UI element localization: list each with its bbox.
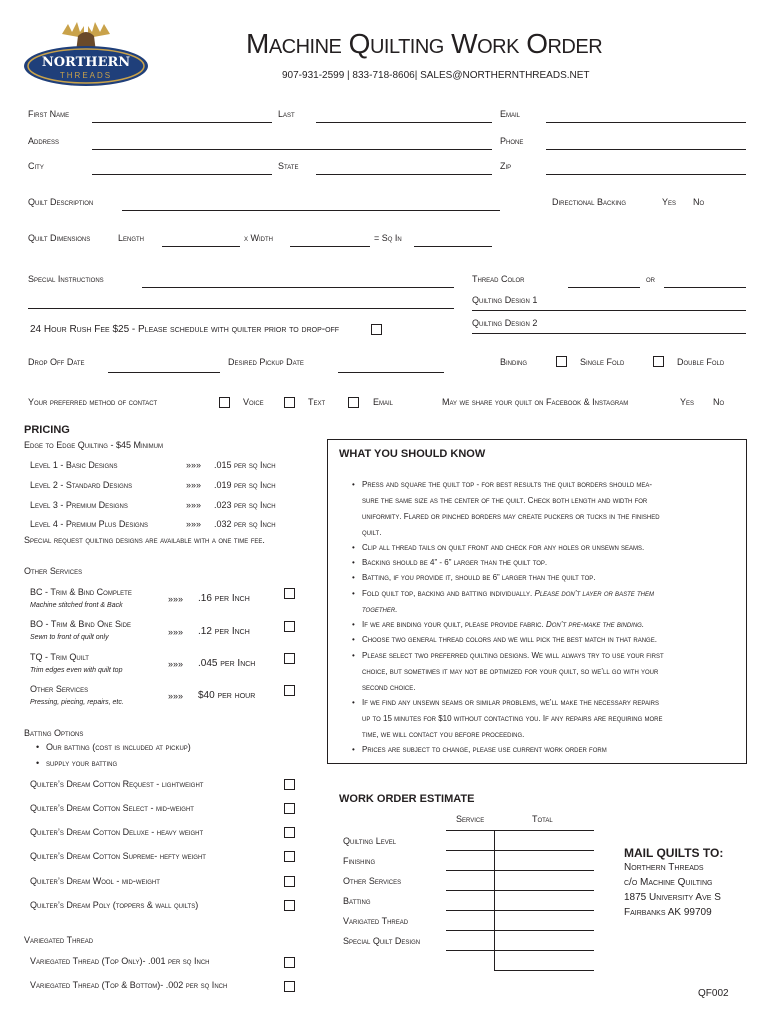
- know-b5: [362, 589, 654, 598]
- voice-label: Voice: [243, 397, 264, 407]
- level-4-label: Level 4 - Premium Plus Designs: [30, 519, 149, 529]
- service-tq-label: TQ - Trim Quilt: [30, 652, 89, 662]
- service-tq-arrows: »»»: [168, 659, 184, 669]
- know-b6b: Don’t pre-make the binding.: [545, 620, 645, 629]
- batting-item-5-checkbox[interactable]: [284, 876, 295, 887]
- estimate-row-5: Varigated Thread: [343, 916, 409, 926]
- first-name-field[interactable]: [92, 122, 272, 123]
- special-instructions-field-2[interactable]: [28, 308, 454, 309]
- know-b9a: • If we find any unsewn seams or similar problems, we’ll make the necessary repairs: [362, 698, 659, 707]
- zip-field[interactable]: [546, 174, 746, 175]
- city-field[interactable]: [92, 174, 272, 175]
- special-request-note: Special request quilting designs are available with a one time fee.: [24, 535, 265, 545]
- batting-item-1-checkbox[interactable]: [284, 779, 295, 790]
- batting-item-3-checkbox[interactable]: [284, 827, 295, 838]
- know-b2: • Clip all thread tails on quilt front and check for any holes or unsewn seams.: [362, 543, 644, 552]
- batting-item-6: Quilter’s Dream Poly (toppers & wall quilts): [30, 900, 199, 910]
- zip-label: Zip: [500, 161, 512, 171]
- single-fold-checkbox[interactable]: [556, 356, 567, 367]
- service-other-checkbox[interactable]: [284, 685, 295, 696]
- mail-line-1: Northern Threads: [624, 862, 704, 873]
- service-bc-price: .16 per Inch: [198, 593, 250, 604]
- know-b5b: Please don’t layer or baste them: [534, 589, 654, 598]
- pricing-heading: PRICING: [24, 424, 70, 436]
- email-label: Email: [500, 109, 521, 119]
- estimate-header-line: [446, 830, 594, 831]
- thread-color-label: Thread Color: [472, 274, 525, 284]
- share-label: May we share your quilt on Facebook & Instagram: [442, 397, 629, 407]
- know-b1b: sure the same size as the center of the quilt. Check both length and width for: [362, 496, 648, 505]
- contact-method-label: Your preferred method of contact: [28, 397, 158, 407]
- logo-text-top: NORTHERN: [41, 55, 131, 70]
- double-fold-label: Double Fold: [677, 357, 725, 367]
- service-tq-sub: Trim edges even with quilt top: [30, 667, 123, 674]
- service-bc-label: BC - Trim & Bind Complete: [30, 587, 132, 597]
- pickup-field[interactable]: [338, 372, 444, 373]
- estimate-row-4: Batting: [343, 896, 371, 906]
- know-b6a: If we are binding your quilt, please provide fabric.: [362, 620, 546, 629]
- service-tq-checkbox[interactable]: [284, 653, 295, 664]
- level-3-arrows: »»»: [186, 500, 202, 510]
- quilting-design-1-field[interactable]: [472, 310, 746, 311]
- batting-item-4: Quilter’s Dream Cotton Supreme- hefty weight: [30, 851, 206, 861]
- level-2-label: Level 2 - Standard Designs: [30, 480, 133, 490]
- directional-no[interactable]: No: [693, 197, 705, 207]
- know-heading: WHAT YOU SHOULD KNOW: [339, 448, 486, 460]
- directional-backing-label: Directional Backing: [552, 197, 627, 207]
- thread-color-or: or: [646, 274, 655, 284]
- estimate-row-2: Finishing: [343, 856, 376, 866]
- estimate-row-6-line: [446, 950, 594, 951]
- last-name-field[interactable]: [316, 122, 492, 123]
- other-services-heading: Other Services: [24, 566, 83, 576]
- batting-bullet-1: • Our batting (cost is included at pickup): [46, 742, 191, 752]
- level-3-label: Level 3 - Premium Designs: [30, 500, 128, 510]
- voice-checkbox[interactable]: [219, 397, 230, 408]
- level-2-arrows: »»»: [186, 480, 202, 490]
- variegated-item-1: Variegated Thread (Top Only)- .001 per sq Inch: [30, 956, 210, 966]
- level-3-price: .023 per sq Inch: [214, 500, 276, 510]
- estimate-service-header: Service: [456, 814, 485, 824]
- last-name-label: Last: [278, 109, 295, 119]
- service-other-price: $40 per hour: [198, 690, 256, 701]
- service-bc-sub: Machine stitched front & Back: [30, 602, 123, 609]
- service-other-label: Other Services: [30, 684, 89, 694]
- state-field[interactable]: [316, 174, 492, 175]
- know-b5c: together.: [362, 605, 398, 614]
- estimate-row-1: Quilting Level: [343, 836, 397, 846]
- form-code: QF002: [698, 988, 729, 999]
- level-1-arrows: »»»: [186, 460, 202, 470]
- know-b8b: choice, but sometimes it may not be optimized for your quilt, so we’ll go with your: [362, 667, 659, 676]
- address-label: Address: [28, 136, 60, 146]
- batting-item-1: Quilter’s Dream Cotton Request - lightweight: [30, 779, 204, 789]
- know-b7: • Choose two general thread colors and we will pick the best match in that range.: [362, 635, 657, 644]
- estimate-row-6: Special Quilt Design: [343, 936, 421, 946]
- share-no[interactable]: No: [713, 397, 725, 407]
- batting-item-3: Quilter’s Dream Cotton Deluxe - heavy weight: [30, 827, 204, 837]
- logo: [22, 22, 150, 92]
- batting-item-5: Quilter’s Dream Wool - mid-weight: [30, 876, 160, 886]
- e2e-heading: Edge to Edge Quilting - $45 Minimum: [24, 440, 163, 450]
- drop-off-field[interactable]: [108, 372, 220, 373]
- mail-heading: MAIL QUILTS TO:: [624, 846, 724, 860]
- know-b9c: time, we will contact you before proceeding.: [362, 730, 525, 739]
- estimate-row-1-line: [446, 850, 594, 851]
- length-field[interactable]: [162, 246, 240, 247]
- service-other-arrows: »»»: [168, 691, 184, 701]
- special-instructions-field-1[interactable]: [142, 287, 454, 288]
- phone-label: Phone: [500, 136, 524, 146]
- quilting-design-2-field[interactable]: [472, 333, 746, 334]
- text-checkbox[interactable]: [284, 397, 295, 408]
- logo-text-bottom: THREADS: [59, 71, 113, 80]
- width-label: x Width: [244, 233, 273, 243]
- rush-fee-label: 24 Hour Rush Fee $25 - Please schedule with quilter prior to drop-off: [30, 324, 340, 335]
- rush-fee-checkbox[interactable]: [371, 324, 382, 335]
- page-title: Machine Quilting Work Order: [246, 28, 603, 59]
- estimate-row-2-line: [446, 870, 594, 871]
- thread-color-field-2[interactable]: [664, 287, 746, 288]
- variegated-item-1-checkbox[interactable]: [284, 957, 295, 968]
- know-b1c: uniformity. Flared or pinched borders may create puckers or tucks in the finished: [362, 512, 660, 521]
- know-b8c: second choice.: [362, 683, 416, 692]
- variegated-item-2-checkbox[interactable]: [284, 981, 295, 992]
- service-bo-label: BO - Trim & Bind One Side: [30, 619, 132, 629]
- sq-in-field[interactable]: [414, 246, 492, 247]
- level-4-arrows: »»»: [186, 519, 202, 529]
- level-1-label: Level 1 - Basic Designs: [30, 460, 118, 470]
- service-bo-price: .12 per Inch: [198, 626, 250, 637]
- variegated-item-2: Variegated Thread (Top & Bottom)- .002 per sq Inch: [30, 980, 228, 990]
- binding-label: Binding: [500, 357, 528, 367]
- know-b8a: • Please select two preferred quilting designs. We will always try to use your first: [362, 651, 664, 660]
- know-b1d: quilt.: [362, 528, 382, 537]
- know-b6: [362, 620, 644, 629]
- address-field[interactable]: [92, 149, 492, 150]
- estimate-row-5-line: [446, 930, 594, 931]
- special-instructions-label: Special Instructions: [28, 274, 104, 284]
- email-checkbox[interactable]: [348, 397, 359, 408]
- first-name-label: First Name: [28, 109, 70, 119]
- mail-line-4: Fairbanks AK 99709: [624, 907, 712, 918]
- batting-item-2-checkbox[interactable]: [284, 803, 295, 814]
- quilt-description-field[interactable]: [122, 210, 500, 211]
- estimate-heading: WORK ORDER ESTIMATE: [339, 793, 475, 805]
- pickup-label: Desired Pickup Date: [228, 357, 304, 367]
- quilt-dimensions-label: Quilt Dimensions: [28, 233, 91, 243]
- level-2-price: .019 per sq Inch: [214, 480, 276, 490]
- mail-line-2: c/o Machine Quilting: [624, 877, 713, 888]
- know-b5a: Fold quilt top, backing and batting individually.: [362, 589, 535, 598]
- single-fold-label: Single Fold: [580, 357, 625, 367]
- contact-line: 907-931-2599 | 833-718-8606| SALES@NORTHERNTHREADS.NET: [282, 70, 590, 81]
- service-bc-checkbox[interactable]: [284, 588, 295, 599]
- email-contact-label: Email: [373, 397, 394, 407]
- email-field[interactable]: [546, 122, 746, 123]
- estimate-row-3-line: [446, 890, 594, 891]
- drop-off-label: Drop Off Date: [28, 357, 85, 367]
- service-tq-price: .045 per Inch: [198, 658, 256, 669]
- service-other-sub: Pressing, piecing, repairs, etc.: [30, 699, 124, 706]
- service-bc-arrows: »»»: [168, 594, 184, 604]
- sq-in-label: = Sq In: [374, 233, 402, 243]
- know-b10: • Prices are subject to change, please use current work order form: [362, 745, 607, 754]
- know-b3: • Backing should be 4” - 6” larger than the quilt top.: [362, 558, 547, 567]
- batting-item-4-checkbox[interactable]: [284, 851, 295, 862]
- level-4-price: .032 per sq Inch: [214, 519, 276, 529]
- service-bo-sub: Sewn to front of quilt only: [30, 634, 109, 641]
- width-field[interactable]: [290, 246, 370, 247]
- know-b4: • Batting, if you provide it, should be 6” larger than the quilt top.: [362, 573, 595, 582]
- quilting-design-1-label: Quilting Design 1: [472, 295, 538, 305]
- estimate-total-header: Total: [532, 814, 553, 824]
- batting-item-6-checkbox[interactable]: [284, 900, 295, 911]
- batting-heading: Batting Options: [24, 728, 84, 738]
- batting-bullet-2: • supply your batting: [46, 758, 117, 768]
- level-1-price: .015 per sq Inch: [214, 460, 276, 470]
- double-fold-checkbox[interactable]: [653, 356, 664, 367]
- batting-item-2: Quilter’s Dream Cotton Select - mid-weight: [30, 803, 194, 813]
- city-label: City: [28, 161, 44, 171]
- estimate-divider: [494, 830, 495, 970]
- know-b9b: up to 15 minutes for $10 without contacting you. If any repairs are requiring more: [362, 714, 663, 723]
- mail-line-3: 1875 University Ave S: [624, 892, 721, 903]
- quilt-description-label: Quilt Description: [28, 197, 94, 207]
- state-label: State: [278, 161, 299, 171]
- directional-yes[interactable]: Yes: [662, 197, 677, 207]
- quilting-design-2-label: Quilting Design 2: [472, 318, 538, 328]
- length-label: Length: [118, 233, 145, 243]
- estimate-row-4-line: [446, 910, 594, 911]
- estimate-row-3: Other Services: [343, 876, 402, 886]
- variegated-heading: Variegated Thread: [24, 935, 94, 945]
- share-yes[interactable]: Yes: [680, 397, 695, 407]
- know-b1a: • Press and square the quilt top - for best results the quilt borders should mea-: [362, 480, 652, 489]
- estimate-total-line: [494, 970, 594, 971]
- phone-field[interactable]: [546, 149, 746, 150]
- text-label: Text: [308, 397, 326, 407]
- thread-color-field-1[interactable]: [568, 287, 640, 288]
- service-bo-checkbox[interactable]: [284, 621, 295, 632]
- service-bo-arrows: »»»: [168, 627, 184, 637]
